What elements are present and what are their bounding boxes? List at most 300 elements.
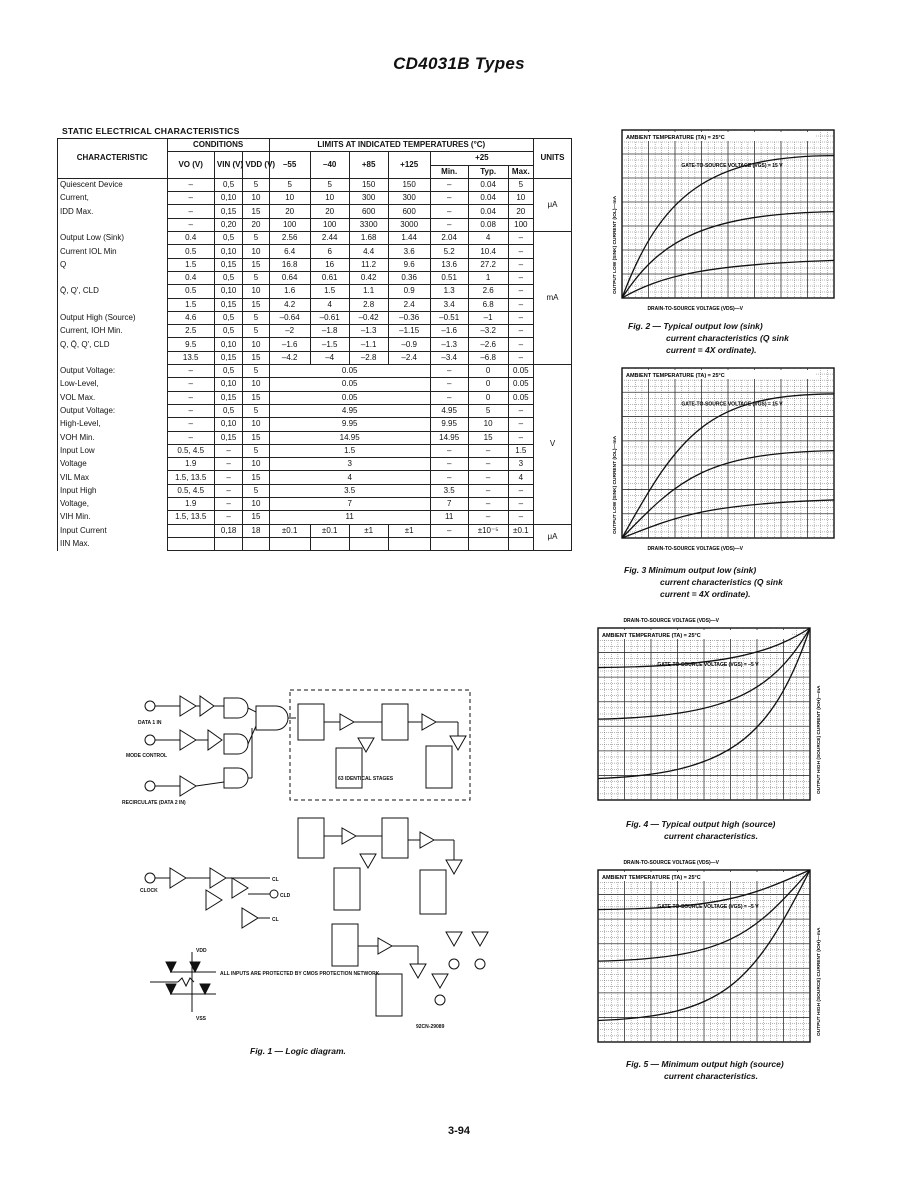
table-cell: 3 [269, 458, 430, 471]
table-cell: 15 [243, 431, 269, 444]
table-cell: 1.9 [167, 458, 214, 471]
table-cell [243, 537, 269, 550]
table-cell: 5 [243, 484, 269, 497]
table-cell: ±10⁻⁵ [468, 524, 508, 537]
table-row [58, 285, 572, 298]
table-cell: –6.8 [468, 351, 508, 364]
table-cell: 0,5 [214, 365, 242, 378]
table-cell: 1.68 [349, 232, 388, 245]
characteristic-cell: Output Voltage: [58, 404, 168, 417]
table-cell: 0.05 [269, 391, 430, 404]
table-cell: 0.05 [508, 365, 533, 378]
table-row [58, 458, 572, 471]
table-cell: 1.44 [388, 232, 430, 245]
characteristic-cell: Input Low [58, 444, 168, 457]
table-cell: 0.05 [508, 391, 533, 404]
table-cell: 15 [243, 391, 269, 404]
table-cell: ±0.1 [269, 524, 310, 537]
table-cell: – [167, 404, 214, 417]
table-cell: 15 [243, 471, 269, 484]
unit-cell: μA [533, 524, 571, 551]
table-cell [388, 537, 430, 550]
table-cell: ±0.1 [310, 524, 349, 537]
table-row [58, 524, 572, 537]
table-row [58, 537, 572, 550]
table-row [58, 218, 572, 231]
table-cell: –3.2 [468, 325, 508, 338]
table-cell: 2.44 [310, 232, 349, 245]
col-t125: +125 [388, 152, 430, 179]
table-row [58, 498, 572, 511]
table-cell: – [508, 271, 533, 284]
table-cell: 0.64 [269, 271, 310, 284]
table-cell: 4.2 [269, 298, 310, 311]
table-cell: – [167, 218, 214, 231]
table-cell: 1.5 [269, 444, 430, 457]
table-cell: – [430, 524, 468, 537]
table-cell: 0,10 [214, 245, 242, 258]
table-cell: 2.56 [269, 232, 310, 245]
table-row [58, 365, 572, 378]
table-cell: 0.04 [468, 178, 508, 191]
table-cell: –0.42 [349, 311, 388, 324]
table-cell: 0,15 [214, 205, 242, 218]
table-cell: – [430, 444, 468, 457]
table-cell: – [468, 484, 508, 497]
pin-15-icon [145, 701, 155, 711]
table-cell: 0.5, 4.5 [167, 484, 214, 497]
table-cell: 0,18 [214, 524, 242, 537]
table-cell: 2.6 [468, 285, 508, 298]
table-cell: – [430, 471, 468, 484]
table-cell: 0,5 [214, 178, 242, 191]
table-cell [167, 524, 214, 537]
table-cell: –3.4 [430, 351, 468, 364]
unit-cell: V [533, 365, 571, 525]
page-number: 3-94 [447, 1125, 471, 1137]
fig5-caption-line: current characteristics. [664, 1071, 759, 1081]
fig3-caption-line: Fig. 3 Minimum output low (sink) [624, 565, 757, 575]
fig3-caption-line: current = 4X ordinate). [660, 589, 751, 599]
table-cell: –0.64 [269, 311, 310, 324]
table-cell: 10 [508, 192, 533, 205]
characteristic-cell: Input Current [58, 524, 168, 537]
table-cell: 0.4 [167, 271, 214, 284]
table-cell: – [430, 205, 468, 218]
fig3-caption [624, 564, 844, 600]
table-cell: 100 [310, 218, 349, 231]
characteristic-cell: Q, Q̄, Q', CLD [58, 338, 168, 351]
table-cell: 0.36 [388, 271, 430, 284]
table-cell: 2.5 [167, 325, 214, 338]
table-cell: – [430, 458, 468, 471]
section-title: STATIC ELECTRICAL CHARACTERISTICS [62, 126, 240, 136]
table-cell: – [167, 431, 214, 444]
table-cell: – [508, 258, 533, 271]
table-cell: 4.95 [269, 404, 430, 417]
table-cell: – [430, 378, 468, 391]
characteristic-cell: Output High (Source) [58, 311, 168, 324]
table-cell: –0.36 [388, 311, 430, 324]
table-cell: 1.1 [349, 285, 388, 298]
table-cell: –1 [468, 311, 508, 324]
table-cell: 15 [243, 511, 269, 524]
table-row [58, 298, 572, 311]
table-cell: – [508, 404, 533, 417]
table-row [58, 444, 572, 457]
table-cell: –4.2 [269, 351, 310, 364]
buffer-icon [180, 696, 196, 716]
table-cell: – [167, 391, 214, 404]
table-cell: 3.5 [269, 484, 430, 497]
y-axis-label: OUTPUT HIGH (SOURCE) CURRENT (IOH)—mA [817, 927, 822, 1036]
table-cell: 0,15 [214, 351, 242, 364]
table-row [58, 271, 572, 284]
table-cell: 7 [430, 498, 468, 511]
table-cell: 15 [243, 298, 269, 311]
col-conditions: CONDITIONS [167, 139, 269, 152]
unit-cell: mA [533, 232, 571, 365]
nor-gate-icon [256, 706, 288, 730]
table-cell: 0.5 [167, 245, 214, 258]
table-cell: – [430, 192, 468, 205]
col-max: Max. [508, 165, 533, 178]
table-cell: 1.5, 13.5 [167, 471, 214, 484]
y-axis-label: OUTPUT LOW (SINK) CURRENT (IOL)—mA [613, 435, 618, 534]
table-cell: 300 [349, 192, 388, 205]
table-row [58, 404, 572, 417]
table-cell: 15 [243, 351, 269, 364]
col-typ: Typ. [468, 165, 508, 178]
clbar-label: CL [272, 917, 279, 923]
logic-diagram [120, 682, 490, 1042]
characteristic-cell: IIN Max. [58, 537, 168, 550]
table-cell: 1.5 [508, 444, 533, 457]
table-cell: 4.6 [167, 311, 214, 324]
table-cell: – [508, 285, 533, 298]
table-cell: 11.2 [349, 258, 388, 271]
table-cell: 1.9 [167, 498, 214, 511]
characteristic-cell [58, 271, 168, 284]
table-cell: 0,10 [214, 338, 242, 351]
fig2-caption-line: current characteristics (Q sink [666, 333, 789, 343]
protection-note: ALL INPUTS ARE PROTECTED BY CMOS PROTECTION NETWORK [220, 971, 380, 977]
table-cell: 10 [310, 192, 349, 205]
table-row [58, 258, 572, 271]
characteristic-cell: Input High [58, 484, 168, 497]
table-cell: 0.42 [349, 271, 388, 284]
table-cell: 14.95 [269, 431, 430, 444]
characteristic-cell [58, 351, 168, 364]
table-cell: 4 [468, 232, 508, 245]
table-cell: 100 [269, 218, 310, 231]
table-cell: 14.95 [430, 431, 468, 444]
table-cell: – [508, 418, 533, 431]
table-cell: 0.04 [468, 205, 508, 218]
table-cell: 600 [388, 205, 430, 218]
table-cell: 10 [243, 285, 269, 298]
recirc-label: RECIRCULATE (DATA 2 IN) [122, 800, 186, 806]
table-cell: – [214, 458, 242, 471]
table-cell: 6.4 [269, 245, 310, 258]
table-row [58, 391, 572, 404]
characteristic-cell: Low-Level, [58, 378, 168, 391]
table-cell: 9.95 [430, 418, 468, 431]
col-t25: +25 [430, 152, 533, 165]
table-cell [508, 537, 533, 550]
table-cell: 0,10 [214, 192, 242, 205]
table-cell: –1.3 [349, 325, 388, 338]
table-row [58, 511, 572, 524]
table-cell: – [508, 311, 533, 324]
chart-title: AMBIENT TEMPERATURE (TA) = 25°C [626, 135, 725, 141]
characteristic-cell: Q [58, 258, 168, 271]
characteristic-cell: Current, [58, 192, 168, 205]
vdd-label: VDD [196, 948, 207, 954]
table-cell: 20 [243, 218, 269, 231]
fig4-chart [596, 608, 838, 816]
table-cell: 5 [243, 365, 269, 378]
chart-title: AMBIENT TEMPERATURE (TA) = 25°C [626, 373, 725, 379]
table-cell: 10 [468, 418, 508, 431]
characteristic-cell: IDD Max. [58, 205, 168, 218]
table-cell: 1 [468, 271, 508, 284]
mode-label: MODE CONTROL [126, 753, 168, 759]
table-cell: 5.2 [430, 245, 468, 258]
table-cell: – [167, 365, 214, 378]
table-cell: – [468, 444, 508, 457]
table-cell: 0,5 [214, 311, 242, 324]
table-cell: –0.61 [310, 311, 349, 324]
table-cell [167, 537, 214, 550]
fig3-caption-line: current characteristics (Q sink [660, 577, 783, 587]
fig2-caption-line: current = 4X ordinate). [666, 345, 757, 355]
table-cell: 0.5, 4.5 [167, 444, 214, 457]
table-cell: – [430, 391, 468, 404]
table-cell: 1.6 [269, 285, 310, 298]
table-cell: 3000 [388, 218, 430, 231]
table-cell: 10 [243, 245, 269, 258]
table-cell: 6.8 [468, 298, 508, 311]
x-axis-label: DRAIN-TO-SOURCE VOLTAGE (VDS)—V [647, 306, 744, 312]
table-cell: – [508, 498, 533, 511]
table-cell: – [508, 298, 533, 311]
table-cell: 10.4 [468, 245, 508, 258]
table-cell: 150 [349, 178, 388, 191]
table-cell: 20 [508, 205, 533, 218]
characteristic-cell: VIH Min. [58, 511, 168, 524]
col-limits: LIMITS AT INDICATED TEMPERATURES (°C) [269, 139, 533, 152]
table-cell: – [214, 484, 242, 497]
characteristic-cell: Voltage, [58, 498, 168, 511]
characteristic-cell: Q̄, Q', CLD [58, 285, 168, 298]
unit-cell: μA [533, 178, 571, 231]
table-cell: 300 [388, 192, 430, 205]
table-cell: 2.4 [388, 298, 430, 311]
fig5-caption [626, 1058, 846, 1082]
table-cell: – [214, 498, 242, 511]
table-cell: 3.4 [430, 298, 468, 311]
col-vin: VIN (V) [214, 152, 242, 179]
table-cell: 5 [508, 178, 533, 191]
table-cell: –1.6 [430, 325, 468, 338]
fig2-caption-line: Fig. 2 — Typical output low (sink) [628, 321, 763, 331]
gate-label: GATE-TO-SOURCE VOLTAGE (VGS) = 15 V [681, 401, 783, 408]
table-cell [269, 537, 310, 550]
table-cell: 0.05 [269, 378, 430, 391]
characteristic-cell: VIL Max [58, 471, 168, 484]
table-cell [310, 537, 349, 550]
x-axis-label: DRAIN-TO-SOURCE VOLTAGE (VDS)—V [623, 618, 720, 624]
table-cell: – [167, 418, 214, 431]
characteristic-cell: Output Voltage: [58, 365, 168, 378]
chart-title: AMBIENT TEMPERATURE (TA) = 25°C [602, 875, 701, 881]
characteristic-cell: Voltage [58, 458, 168, 471]
table-cell: 5 [269, 178, 310, 191]
col-vo: VO (V) [167, 152, 214, 179]
table-cell: 10 [243, 418, 269, 431]
table-cell [468, 537, 508, 550]
table-cell: – [214, 471, 242, 484]
table-cell: – [430, 178, 468, 191]
table-cell: 5 [243, 271, 269, 284]
table-cell: –1.15 [388, 325, 430, 338]
table-cell: – [508, 484, 533, 497]
fig1-caption: Fig. 1 — Logic diagram. [250, 1046, 346, 1056]
table-row [58, 205, 572, 218]
table-cell: 0.05 [508, 378, 533, 391]
characteristic-cell [58, 218, 168, 231]
table-cell: 6 [310, 245, 349, 258]
page-header: CD4031B Types [393, 54, 525, 73]
table-row [58, 471, 572, 484]
table-cell: 10 [243, 498, 269, 511]
fig4-caption-line: Fig. 4 — Typical output high (source) [626, 819, 776, 829]
col-t40: –40 [310, 152, 349, 179]
col-t85: +85 [349, 152, 388, 179]
gate-label: GATE-TO-SOURCE VOLTAGE (VGS) = –5 V [657, 903, 759, 910]
table-cell: 10 [269, 192, 310, 205]
table-cell: 9.6 [388, 258, 430, 271]
table-cell: 16.8 [269, 258, 310, 271]
chart-title: AMBIENT TEMPERATURE (TA) = 25°C [602, 633, 701, 639]
gate-label: GATE-TO-SOURCE VOLTAGE (VGS) = 15 V [681, 162, 783, 169]
table-cell: ±1 [388, 524, 430, 537]
characteristic-cell: Current IOL Min [58, 245, 168, 258]
stages-label: 63 IDENTICAL STAGES [338, 776, 394, 782]
table-cell: – [508, 351, 533, 364]
col-t55: –55 [269, 152, 310, 179]
table-cell: – [468, 471, 508, 484]
table-cell: –2.4 [388, 351, 430, 364]
table-cell: –2.6 [468, 338, 508, 351]
table-cell: 4.95 [430, 404, 468, 417]
table-cell: –2 [269, 325, 310, 338]
data1-label: DATA 1 IN [138, 720, 162, 726]
characteristic-cell: High-Level, [58, 418, 168, 431]
table-cell: 1.3 [430, 285, 468, 298]
table-cell: 0,5 [214, 404, 242, 417]
table-cell: 2.04 [430, 232, 468, 245]
fig5-chart [596, 850, 838, 1058]
table-cell: 5 [243, 178, 269, 191]
table-cell: 4 [269, 471, 430, 484]
fig2-caption [628, 320, 848, 356]
table-cell: 150 [388, 178, 430, 191]
characteristic-cell: Current, IOH Min. [58, 325, 168, 338]
table-cell: 3 [508, 458, 533, 471]
col-min: Min. [430, 165, 468, 178]
table-cell: –0.9 [388, 338, 430, 351]
x-axis-label: DRAIN-TO-SOURCE VOLTAGE (VDS)—V [623, 860, 720, 866]
table-cell: 0,5 [214, 325, 242, 338]
table-cell: 15 [243, 205, 269, 218]
nand-gate-icon [224, 698, 248, 718]
x-axis-label: DRAIN-TO-SOURCE VOLTAGE (VDS)—V [647, 546, 744, 552]
table-cell: 0 [468, 365, 508, 378]
col-characteristic: CHARACTERISTIC [58, 139, 168, 179]
cld-label: CLD [280, 893, 291, 899]
table-cell: 0,5 [214, 232, 242, 245]
table-cell: –2.8 [349, 351, 388, 364]
table-row [58, 311, 572, 324]
table-cell: 10 [243, 192, 269, 205]
characteristic-cell: Quiescent Device [58, 178, 168, 191]
table-cell: 4 [508, 471, 533, 484]
table-cell: 13.5 [167, 351, 214, 364]
table-cell: 3.6 [388, 245, 430, 258]
fig4-caption-line: current characteristics. [664, 831, 759, 841]
table-cell: 4.4 [349, 245, 388, 258]
table-row [58, 378, 572, 391]
fig5-caption-line: Fig. 5 — Minimum output high (source) [626, 1059, 784, 1069]
table-cell: 0,5 [214, 271, 242, 284]
table-row [58, 484, 572, 497]
table-cell [214, 537, 242, 550]
fig4-caption [626, 818, 846, 842]
table-cell: –1.3 [430, 338, 468, 351]
table-cell: – [430, 218, 468, 231]
table-cell: 5 [243, 232, 269, 245]
table-cell: 0.4 [167, 232, 214, 245]
table-cell: – [167, 192, 214, 205]
table-cell: 0,20 [214, 218, 242, 231]
table-row [58, 351, 572, 364]
characteristic-cell: Output Low (Sink) [58, 232, 168, 245]
table-cell: – [508, 431, 533, 444]
table-cell: –4 [310, 351, 349, 364]
table-cell: 0 [468, 378, 508, 391]
table-row [58, 338, 572, 351]
table-cell: 4 [310, 298, 349, 311]
table-cell: 0.61 [310, 271, 349, 284]
table-cell: 0,10 [214, 418, 242, 431]
characteristic-cell: VOH Min. [58, 431, 168, 444]
table-cell: 0 [468, 391, 508, 404]
table-cell: 9.95 [269, 418, 430, 431]
characteristic-cell [58, 298, 168, 311]
table-cell: 5 [243, 311, 269, 324]
table-cell: 9.5 [167, 338, 214, 351]
table-cell: 0.04 [468, 192, 508, 205]
table-cell: –1.1 [349, 338, 388, 351]
table-cell: 5 [243, 444, 269, 457]
fig3-chart [598, 362, 838, 562]
table-cell [349, 537, 388, 550]
table-cell: 13.6 [430, 258, 468, 271]
table-cell: – [214, 444, 242, 457]
table-row [58, 418, 572, 431]
